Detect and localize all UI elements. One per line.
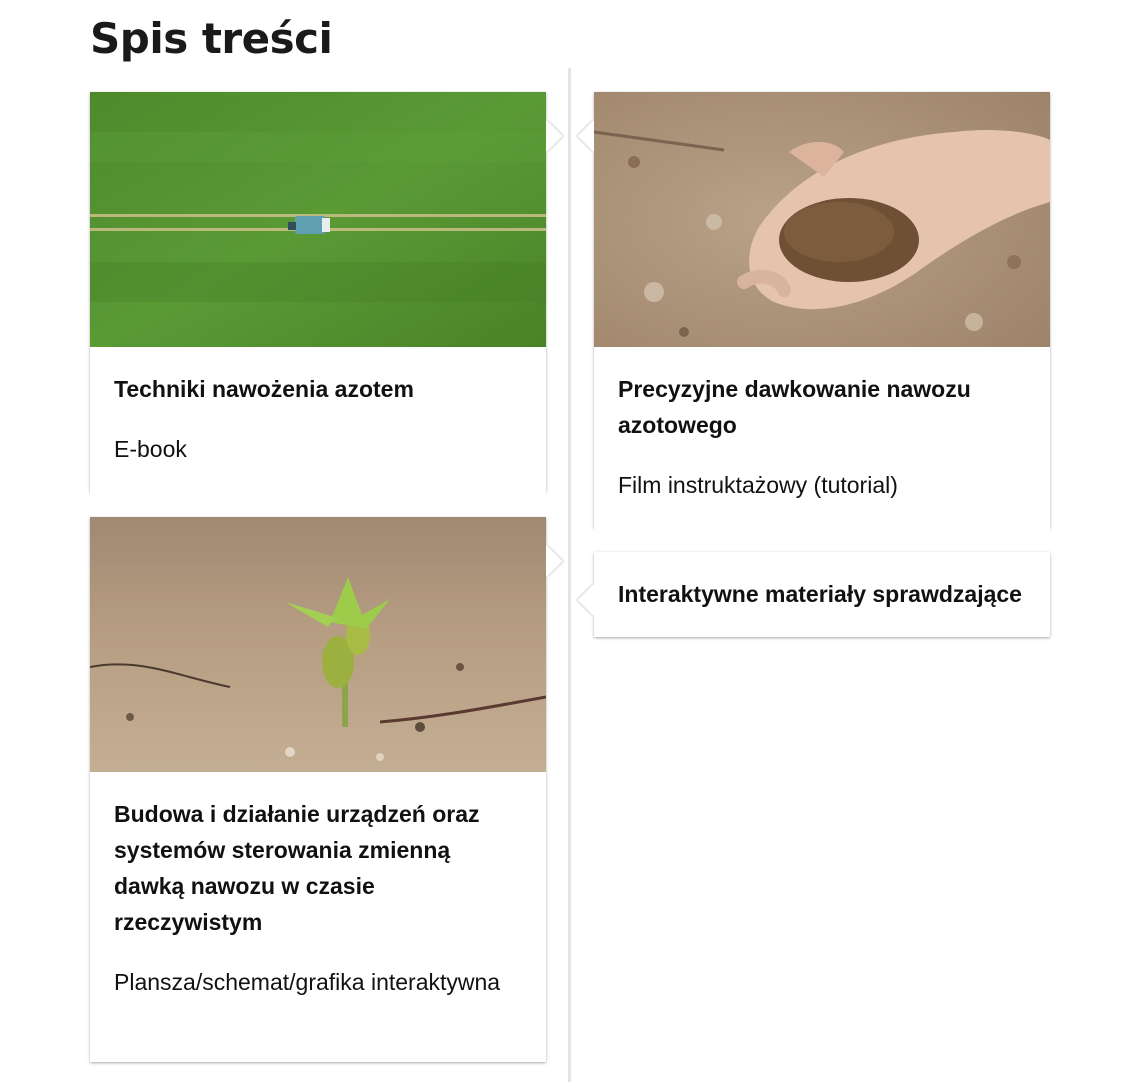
card-body bbox=[90, 772, 546, 1028]
card-body bbox=[594, 347, 1050, 531]
card-body bbox=[90, 347, 546, 495]
card-type: E-book bbox=[114, 436, 187, 462]
hand-holding-soil-image[interactable] bbox=[594, 92, 1050, 347]
toc-card-tutorial[interactable] bbox=[594, 92, 1050, 528]
toc-card-quiz[interactable] bbox=[594, 552, 1050, 637]
card-title[interactable]: Precyzyjne dawkowanie nawozu azotowego bbox=[618, 376, 971, 438]
seedling-sprout-photo bbox=[90, 517, 546, 772]
hand-holding-soil-photo bbox=[594, 92, 1050, 347]
card-body bbox=[594, 552, 1050, 636]
toc-card-interactive-graphic[interactable] bbox=[90, 517, 546, 1062]
aerial-tractor-field-photo bbox=[90, 92, 546, 347]
card-type: Film instruktażowy (tutorial) bbox=[618, 472, 898, 498]
page-title: Spis treści bbox=[90, 14, 333, 63]
toc-card-ebook[interactable] bbox=[90, 92, 546, 492]
timeline-line bbox=[568, 68, 571, 1082]
card-title[interactable]: Budowa i działanie urządzeń oraz systemów sterowania zmienną dawką nawozu w czasie rzeczywistym bbox=[114, 801, 480, 935]
seedling-sprout-image[interactable] bbox=[90, 517, 546, 772]
card-type: Plansza/schemat/grafika interaktywna bbox=[114, 969, 501, 995]
card-title[interactable]: Techniki nawożenia azotem bbox=[114, 376, 414, 402]
aerial-tractor-field-image[interactable] bbox=[90, 92, 546, 347]
card-title[interactable]: Interaktywne materiały sprawdzające bbox=[618, 581, 1022, 607]
